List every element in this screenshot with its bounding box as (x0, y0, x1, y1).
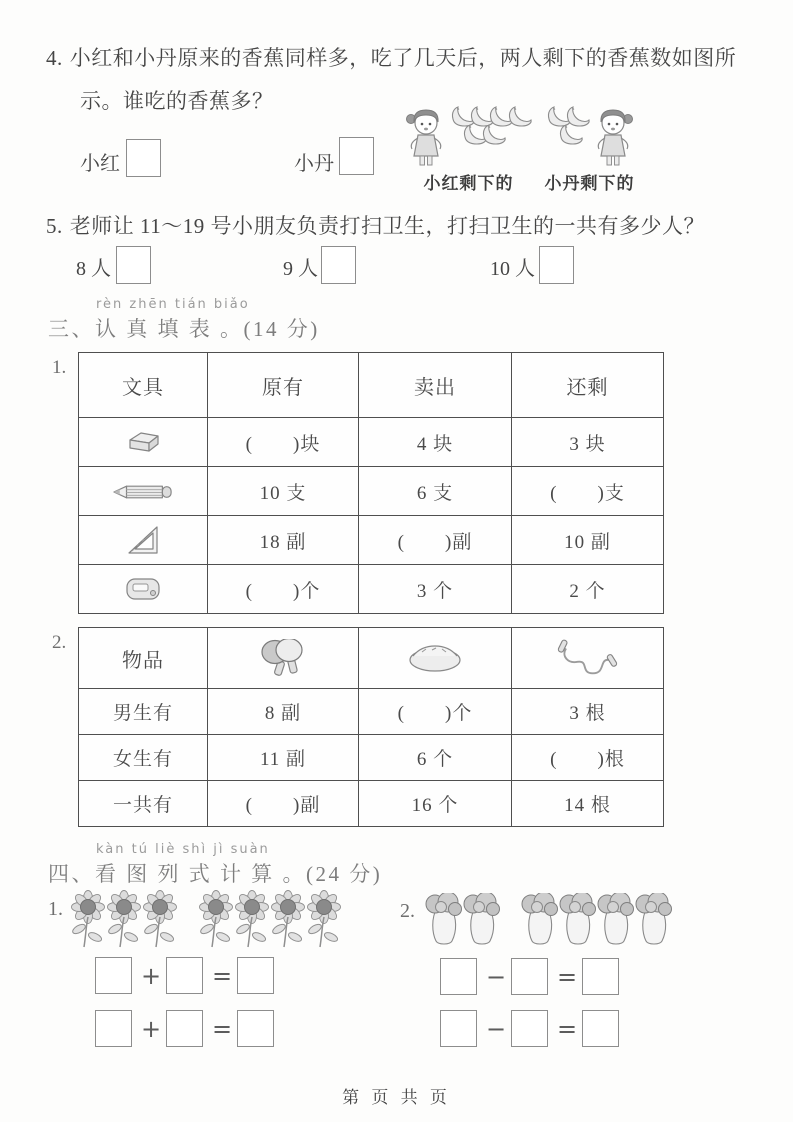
banana-cluster (544, 106, 591, 145)
table-header-row (79, 353, 664, 418)
section-4-title: 四、看 图 列 式 计 算 。(24 分) (48, 862, 383, 886)
table-cell: 10 支 (208, 467, 359, 516)
option-10-label: 10 人 (490, 258, 535, 280)
table-row (79, 565, 664, 614)
column-header: 文具 (79, 353, 208, 418)
cabbage-icon (520, 893, 558, 947)
column-header: 物品 (79, 628, 208, 689)
table-cell: 3 根 (512, 689, 664, 735)
equation-answer-box[interactable] (95, 1010, 132, 1047)
picture-q2-number: 2. (400, 900, 415, 922)
table-cell: 18 副 (208, 516, 359, 565)
table-cell: 6 个 (359, 735, 512, 781)
row-label: 一共有 (79, 781, 208, 827)
table-cell: ( )个 (208, 565, 359, 614)
stationery-table (78, 352, 664, 614)
banana-cluster (448, 106, 533, 145)
equation-answer-box[interactable] (440, 958, 477, 995)
operator-sign: − (486, 1014, 507, 1043)
cabbage-picture (424, 893, 672, 947)
table-header-row (79, 628, 664, 689)
table-row (79, 467, 664, 516)
sunflower-icon (306, 890, 342, 952)
table-cell: ( )根 (512, 735, 664, 781)
picture-group (70, 890, 178, 952)
picture-q1-number: 1. (48, 898, 63, 920)
sunflower-icon (70, 890, 106, 952)
table-cell: ( )副 (359, 516, 512, 565)
equation-answer-box[interactable] (166, 1010, 203, 1047)
table-cell: ( )支 (512, 467, 664, 516)
header-icon-cell (208, 628, 359, 689)
equation-answer-box[interactable] (237, 957, 274, 994)
table-2-number: 2. (52, 632, 67, 653)
q1-equation-row-2 (95, 1010, 274, 1047)
section-3-title: 三、认 真 填 表 。(14 分) (48, 317, 320, 341)
equation-answer-box[interactable] (440, 1010, 477, 1047)
xiaodan-bananas-caption: 小丹剩下的 (544, 174, 635, 193)
header-icon-cell (512, 628, 664, 689)
sharpener-icon (124, 574, 162, 604)
xiaohong-label: 小红 (80, 153, 120, 175)
equation-answer-box[interactable] (237, 1010, 274, 1047)
table-row (79, 689, 664, 735)
option-9-label: 9 人 (283, 258, 318, 280)
row-icon-cell (79, 418, 208, 467)
table-cell: ( )个 (359, 689, 512, 735)
picture-group (424, 893, 500, 947)
operator-sign: − (486, 962, 507, 991)
cabbage-icon (596, 893, 634, 947)
question-5-number: 5. (46, 214, 63, 238)
row-icon-cell (79, 467, 208, 516)
set-square-icon (126, 524, 160, 556)
sunflower-icon (142, 890, 178, 952)
stationery-table-container (78, 352, 664, 614)
row-label: 女生有 (79, 735, 208, 781)
banana-icon (507, 106, 533, 127)
operator-sign: + (141, 961, 162, 990)
question-4-number: 4. (46, 46, 63, 70)
cabbage-icon (462, 893, 500, 947)
xiaodan-bananas-figure (544, 106, 635, 194)
table-row (79, 418, 664, 467)
sunflower-icon (270, 890, 306, 952)
equation-answer-box[interactable] (511, 1010, 548, 1047)
table-cell: 3 个 (359, 565, 512, 614)
rope-icon (556, 636, 620, 680)
sunflower-icon (234, 890, 270, 952)
page-footer: 第 页 共 页 (342, 1088, 451, 1107)
xiaohong-bananas-figure (404, 106, 533, 194)
items-table-container (78, 627, 664, 827)
question-4-line2: 示。谁吃的香蕉多？ (80, 89, 274, 113)
equation-answer-box[interactable] (582, 958, 619, 995)
table-1-number: 1. (52, 357, 67, 378)
table-cell: 8 副 (208, 689, 359, 735)
girl-icon (591, 106, 635, 168)
table-cell: 4 块 (359, 418, 512, 467)
row-icon-cell (79, 516, 208, 565)
section-3-pinyin: rèn zhēn tián biǎo (96, 297, 250, 312)
q1-equation-row-1 (95, 957, 274, 994)
table-row (79, 735, 664, 781)
equation-answer-box[interactable] (582, 1010, 619, 1047)
table-cell: 3 块 (512, 418, 664, 467)
table-cell: 11 副 (208, 735, 359, 781)
option-8-answer-box[interactable] (116, 246, 151, 284)
question-5-line: 5. 老师让 11～19 号小朋友负责打扫卫生，打扫卫生的一共有多少人？ (46, 214, 705, 238)
banana-icon (481, 124, 507, 145)
sunflower-icon (198, 890, 234, 952)
pencil-icon (112, 483, 174, 501)
sunflower-picture (70, 890, 342, 952)
table-cell: ( )副 (208, 781, 359, 827)
equation-answer-box[interactable] (511, 958, 548, 995)
option-9-answer-box[interactable] (321, 246, 356, 284)
table-cell: 16 个 (359, 781, 512, 827)
equation-answer-box[interactable] (166, 957, 203, 994)
cabbage-icon (634, 893, 672, 947)
picture-group (198, 890, 342, 952)
option-10-answer-box[interactable] (539, 246, 574, 284)
row-label: 男生有 (79, 689, 208, 735)
q2-equation-row-2 (440, 1010, 619, 1047)
items-table (78, 627, 664, 827)
operator-sign: + (141, 1014, 162, 1043)
table-cell: 10 副 (512, 516, 664, 565)
cabbage-icon (558, 893, 596, 947)
header-icon-cell (359, 628, 512, 689)
table-row (79, 781, 664, 827)
sunflower-icon (106, 890, 142, 952)
option-8-label: 8 人 (76, 258, 111, 280)
column-header: 还剩 (512, 353, 664, 418)
cabbage-icon (424, 893, 462, 947)
equation-answer-box[interactable] (95, 957, 132, 994)
table-cell: 6 支 (359, 467, 512, 516)
section-4-pinyin: kàn tú liè shì jì suàn (96, 842, 270, 857)
banana-icon (558, 124, 584, 145)
equals-sign: = (212, 961, 233, 990)
table-cell: 14 根 (512, 781, 664, 827)
q2-equation-row-1 (440, 958, 619, 995)
xiaohong-bananas-caption: 小红剩下的 (423, 174, 514, 193)
xiaodan-label: 小丹 (294, 153, 334, 175)
table-row (79, 516, 664, 565)
row-icon-cell (79, 565, 208, 614)
column-header: 原有 (208, 353, 359, 418)
bread-icon (407, 643, 463, 673)
xiaodan-answer-box[interactable] (339, 137, 374, 175)
table-cell: 2 个 (512, 565, 664, 614)
girl-icon (404, 106, 448, 168)
eraser-icon (123, 429, 163, 455)
column-header: 卖出 (359, 353, 512, 418)
equals-sign: = (557, 962, 578, 991)
question-4-line1: 4. 小红和小丹原来的香蕉同样多，吃了几天后，两人剩下的香蕉数如图所 (46, 46, 737, 70)
picture-group (520, 893, 672, 947)
xiaohong-answer-box[interactable] (126, 139, 161, 177)
equals-sign: = (557, 1014, 578, 1043)
equals-sign: = (212, 1014, 233, 1043)
table-cell: ( )块 (208, 418, 359, 467)
paddles-icon (256, 639, 310, 677)
